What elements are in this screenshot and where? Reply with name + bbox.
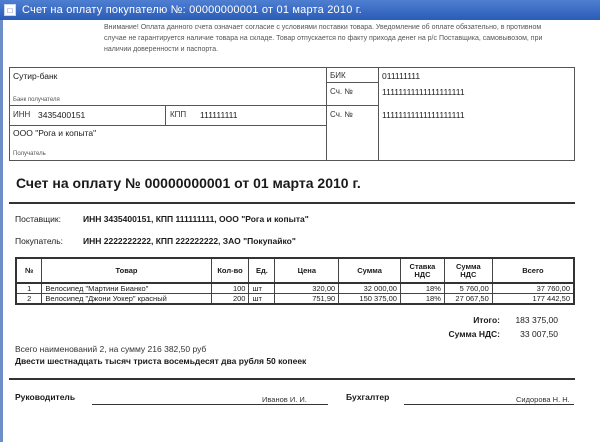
window-title: Счет на оплату покупателю №: 00000000001 от 01 марта 2010 г.: [22, 4, 362, 16]
total-value: 183 375,00: [515, 315, 558, 325]
col-header: Ед.: [249, 258, 275, 283]
table-cell: 751,90: [275, 294, 339, 305]
table-cell: 200: [211, 294, 249, 305]
bank-details-block: [9, 67, 575, 161]
summary-divider: [9, 378, 575, 380]
recipient-label: Получатель: [13, 151, 46, 157]
director-label: Руководитель: [15, 392, 76, 402]
bank-label: Банк получателя: [13, 97, 60, 103]
recipient-name: ООО "Рога и копыта": [13, 128, 97, 138]
table-cell: 150 375,00: [339, 294, 401, 305]
table-cell: 2: [16, 294, 42, 305]
table-header-row: [16, 258, 574, 283]
vat-total-label: Сумма НДС:: [448, 329, 500, 339]
accountant-name: Сидорова Н. Н.: [516, 395, 570, 404]
table-cell: 27 067,50: [444, 294, 492, 305]
amount-in-words: Двести шестнадцать тысяч триста восемьдесят два рубля 50 копеек: [15, 356, 307, 366]
buyer-value: ИНН 2222222222, КПП 222222222, ЗАО "Покупайко": [83, 236, 296, 246]
bik-label: БИК: [330, 71, 346, 80]
table-cell: Велосипед "Джони Уокер" красный: [42, 294, 211, 305]
payment-notice: Внимание! Оплата данного счета означает согласие с условиями поставки товара. Уведомление об оплате обязательно, в противном случае не гарантируется наличие товара на складе. Товар отпускается по факту прихода денег на р/с Поставщика, самовывозом, при наличии доверенности и паспорта.: [104, 24, 543, 53]
table-row: [16, 294, 574, 305]
table-cell: 100: [211, 283, 249, 294]
account-label: Сч. №: [330, 110, 353, 119]
inn-label: ИНН: [13, 110, 31, 119]
total-row: [420, 315, 558, 325]
items-count-summary: Всего наименований 2, на сумму 216 382,50 руб: [15, 344, 207, 354]
buyer-row: [15, 236, 296, 246]
kpp-label: КПП: [170, 110, 187, 119]
vat-total-value: 33 007,50: [520, 329, 558, 339]
director-signature-line: [92, 404, 328, 405]
col-header: Цена: [275, 258, 339, 283]
inn-value: 3435400151: [38, 110, 86, 120]
total-label: Итого:: [473, 315, 500, 325]
table-cell: шт: [249, 294, 275, 305]
table-cell: шт: [249, 283, 275, 294]
corr-account-value: 11111111111111111111: [382, 87, 465, 97]
account-value: 11111111111111111111: [382, 110, 465, 120]
bik-value: 011111111: [382, 71, 421, 81]
table-cell: 320,00: [275, 283, 339, 294]
document-icon: □: [4, 4, 16, 16]
accountant-signature-line: [404, 404, 574, 405]
table-cell: 177 442,50: [492, 294, 574, 305]
table-cell: 18%: [400, 283, 444, 294]
window-titlebar: [0, 0, 600, 20]
supplier-label: Поставщик:: [15, 214, 61, 224]
table-cell: 1: [16, 283, 42, 294]
col-header: №: [16, 258, 42, 283]
table-cell: 18%: [400, 294, 444, 305]
col-header: Всего: [492, 258, 574, 283]
supplier-row: [15, 214, 309, 224]
col-header: Сумма НДС: [444, 258, 492, 283]
supplier-value: ИНН 3435400151, КПП 111111111, ООО "Рога и копыта": [83, 214, 309, 224]
col-header: Кол-во: [211, 258, 249, 283]
col-header: Ставка НДС: [400, 258, 444, 283]
col-header: Товар: [42, 258, 211, 283]
table-cell: 37 760,00: [492, 283, 574, 294]
director-name: Иванов И. И.: [262, 395, 307, 404]
kpp-value: 111111111: [200, 110, 238, 120]
buyer-label: Покупатель:: [15, 236, 64, 246]
title-divider: [9, 202, 575, 204]
bank-name: Сутир-банк: [13, 71, 58, 81]
table-cell: 5 760,00: [444, 283, 492, 294]
table-row: [16, 283, 574, 294]
table-cell: 32 000,00: [339, 283, 401, 294]
accountant-label: Бухгалтер: [346, 392, 390, 402]
items-table: [15, 257, 575, 305]
corr-account-label: Сч. №: [330, 87, 353, 96]
table-cell: Велосипед "Мартини Бианко": [42, 283, 211, 294]
invoice-title: Счет на оплату № 00000000001 от 01 марта 2010 г.: [16, 175, 361, 191]
vat-total-row: [420, 329, 558, 339]
col-header: Сумма: [339, 258, 401, 283]
